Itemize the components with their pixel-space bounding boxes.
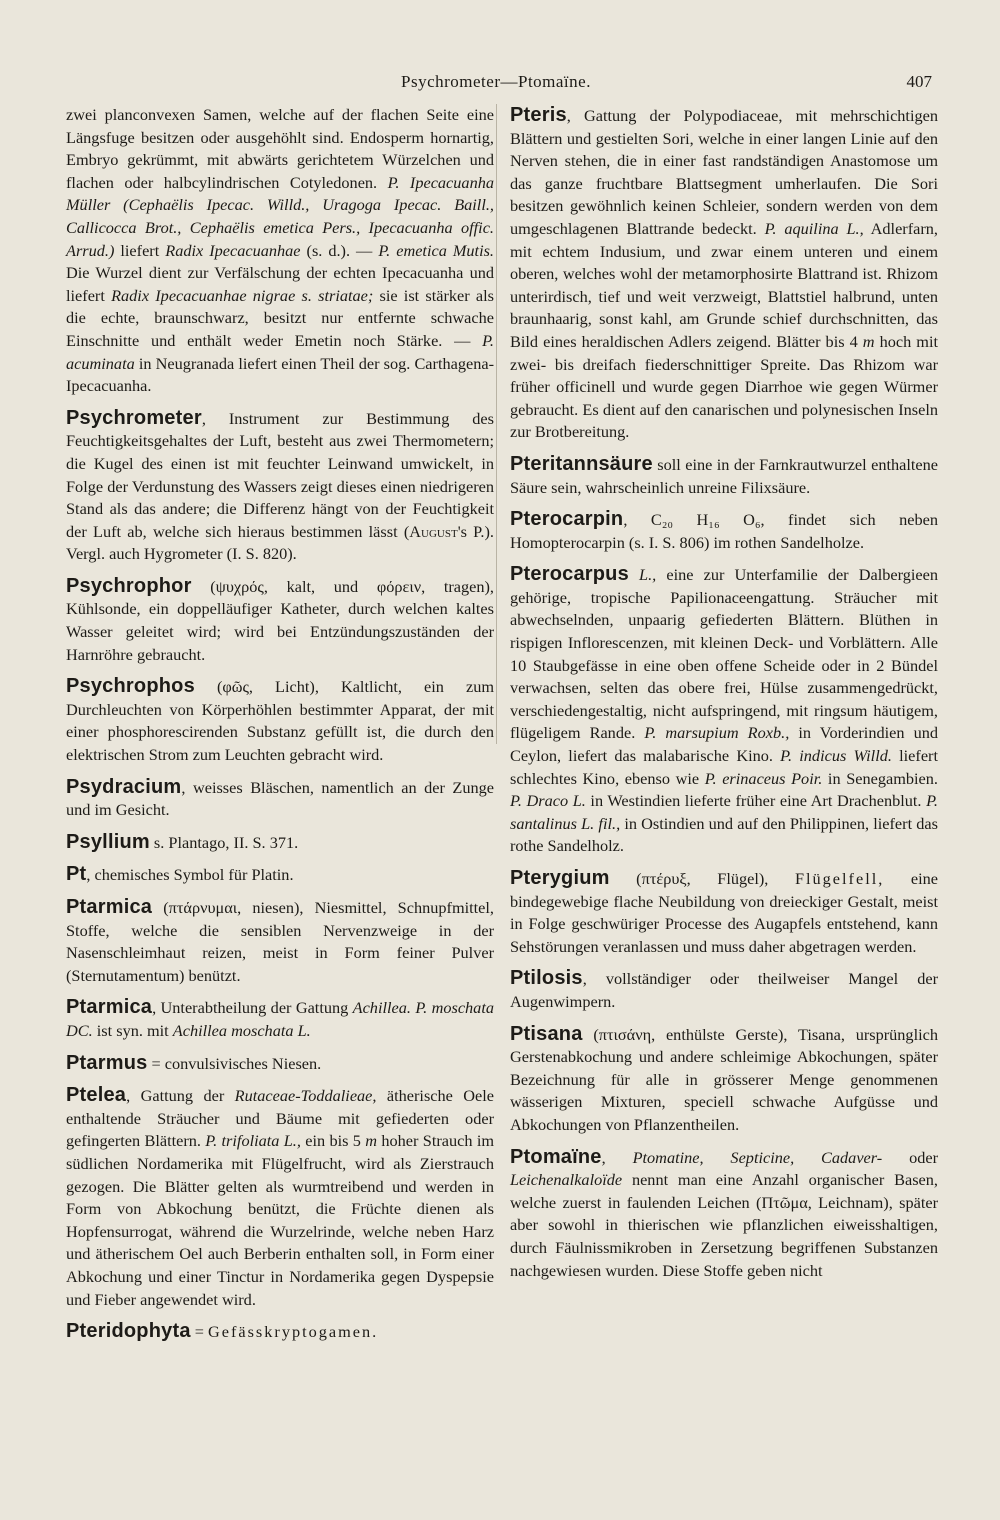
entry-headword: Ptisana [510, 1022, 583, 1045]
entry-text: nennt man eine Anzahl organischer Basen, welche zuerst in faulenden Leichen (Πτῶμα, Leichnam), später aber sowohl in thierischen wie pflanzlichen eiweisshaltigen, durch Fäulnissmikroben in Zersetzung begriffenen Substanzen nachgewiesen wurden. Diese Stoffe geben nicht [510, 1170, 938, 1280]
entry-text: ätherische Oele enthaltende Sträucher und Bäume mit gefiederten oder gefingerten Blättern. [66, 1086, 495, 1151]
column-divider [496, 104, 497, 744]
entry-text: vollständiger oder theilweiser Mangel der Augenwimpern. [510, 969, 938, 1011]
headword-punctuation: , [566, 106, 571, 125]
entry-text: in Neugranada liefert einen Theil der sog. Carthagena-Ipecacuanha. [66, 353, 494, 396]
entry-headword: Ptarmus [66, 1051, 148, 1074]
dictionary-entry [66, 1084, 494, 1311]
entry-headword: Psyllium [66, 830, 150, 853]
entry-text: hoch mit zwei- bis dreifach fiederschnittiger Spreite. Das Rhizom war früher officinell und wurde gegen Diarrhoe wie gegen Würmer gebraucht. Es dient auf den canarischen und polynesischen Inseln zur Brotbereitung. [510, 331, 939, 442]
dictionary-entry [510, 104, 938, 444]
headword-punctuation: , [152, 998, 157, 1018]
entry-text: eine zur Unterfamilie der Dalbergieen gehörige, tropische Papilionaceengattung. Sträucher mit abwechselnden, unpaarig gefiederten Blättern. Blüthen in rispigen Inflorescenzen, mit kleinen Deck- und Vorblättern. Alle 10 Staubgefässe in eine oben offene Scheide oder in 2 Bündel verwachsen, selten das obere frei, Hülse zusammengedrückt, verschiedengestaltig, nicht aufspringend, mit ringsum häutigem, flügeligem Rande. [510, 565, 938, 743]
entry-text: (s. d.). — [300, 240, 379, 260]
headword-punctuation: , [126, 1086, 131, 1106]
dictionary-entry [66, 575, 494, 666]
entry-headword: Ptilosis [510, 967, 583, 990]
entry-text: m [365, 1131, 378, 1151]
entry-text: 's P.). Vergl. auch Hygrometer (I. S. 820). [66, 521, 494, 564]
page-header [60, 72, 932, 96]
entry-headword: Pterocarpus [510, 563, 629, 586]
entry-text: ein bis 5 [300, 1131, 366, 1151]
entry-text: Gefässkryptogamen. [207, 1322, 379, 1342]
entry-text: in Westindien lieferte früher eine Art Drachenblut. [585, 791, 927, 811]
entry-text: Unterabtheilung der Gattung [156, 998, 353, 1018]
entry-text: sie ist stärker als die echte, braunschwarz, besitzt nur entfernte schwache Einschnitte und enthält weder Emetin noch Stärke. — [66, 285, 494, 350]
entry-text: August [409, 521, 458, 541]
entry-text: (φῶς, Licht), Kaltlicht, ein zum Durchleuchten von Körperhöhlen bestimmter Apparat, der mit einer phosphorescirenden Substanz gefüllt ist, die durch den elektrischen Strom zum Leuchten gebracht wird. [66, 677, 494, 765]
entry-text: Radix Ipecacuanhae [165, 240, 301, 260]
entry-text: Leichenalkaloïde [510, 1170, 623, 1190]
entry-text: in Ostindien und auf den Philippinen, liefert das rothe Sandelholz. [510, 813, 938, 856]
entry-headword: Ptarmica [66, 996, 153, 1019]
entry-text: Ptomatine, Septicine, Cadaver- [632, 1147, 883, 1167]
entry-text: chemisches Symbol für Platin. [90, 865, 294, 885]
entry-headword: Psychrophor [66, 574, 192, 597]
entry-text: soll eine in der Farnkrautwurzel enthaltene Säure sein, wahrscheinlich unreine Filixsäure. [510, 454, 938, 497]
entry-text: C₂₀ H₁₆ O₆, findet sich neben Homopterocarpin (s. I. S. 806) im rothen Sandelholze. [510, 510, 938, 552]
entry-headword: Psydracium [66, 775, 182, 798]
entry-text: eine bindegewebige flache Neubildung von dreieckiger Gestalt, meist in Folge geschwüriger Processe des Augapfels entstehend, kann Sehstörungen veranlassen und muss daher abgetragen werden. [510, 869, 938, 956]
entry-text: Rutaceae-Toddalieae, [234, 1086, 377, 1106]
dictionary-entry [66, 996, 494, 1042]
entry-headword: Ptelea [66, 1084, 127, 1107]
dictionary-entry [510, 867, 938, 958]
entry-text: P. aquilina L., [764, 218, 864, 238]
page-number: 407 [906, 72, 932, 91]
dictionary-entry [66, 896, 494, 987]
dictionary-entry [510, 967, 938, 1013]
entry-text: Achillea moschata L. [172, 1020, 311, 1040]
entry-text: Achillea. P. moschata DC. [66, 998, 494, 1040]
entry-text: (πτισάνη, enthülste Gerste), Tisana, ursprünglich Gerstenabkochung und andere schleimige Abkochungen, später Bezeichnung für alle in grösserer Menge genommenen wässerigen Mixturen, speciell schwache Aufgüsse und Abkochungen von Pflanzentheilen. [510, 1024, 938, 1134]
entry-text: Flügelfell, [794, 869, 885, 888]
entry-headword: Ptomaïne [510, 1145, 602, 1168]
dictionary-entry [66, 104, 494, 398]
dictionary-entry [510, 1146, 938, 1283]
headword-punctuation: , [86, 865, 91, 885]
entry-text: (πτάρνυμαι, niesen), Niesmittel, Schnupfmittel, Stoffe, welche die sensiblen Nervenzweige in der Nasenschleimhaut reizen, meist in Form feiner Pulver (Sternutamentum) benützt. [66, 898, 494, 985]
dictionary-entry [66, 1320, 494, 1344]
headword-punctuation: , [582, 969, 587, 989]
dictionary-entry [510, 563, 938, 858]
entry-text: m [862, 331, 875, 351]
dictionary-entry [510, 508, 938, 554]
entry-text: Gattung der [130, 1086, 235, 1106]
entry-text: Instrument zur Bestimmung des Feuchtigkeitsgehaltes der Luft, besteht aus zwei Thermometern; die Kugel des einen ist mit feuchter Leinwand umwickelt, in Folge der Verdunstung des Wassers zeigt dieses einen niedrigeren Stand als das andere; die Differenz hängt von der Feuchtigkeit der Luft ab, welche sich hieraus bestimmen lässt ( [66, 408, 494, 541]
entry-text: liefert schlechtes Kino, ebenso wie [510, 746, 938, 788]
entry-text [606, 1148, 633, 1167]
dictionary-entry [510, 1023, 938, 1137]
dictionary-entry [66, 407, 494, 566]
entry-headword: Pt [66, 863, 87, 886]
left-column [66, 104, 494, 1353]
entry-text: Radix Ipecacuanhae nigrae s. striatae; [111, 285, 374, 305]
headword-punctuation: , [623, 510, 628, 530]
running-title: Psychrometer—Ptomaïne. [401, 72, 591, 91]
entry-headword: Psychrophos [66, 675, 195, 698]
headword-punctuation: , [181, 777, 186, 797]
entry-text: liefert [114, 240, 166, 260]
entry-text: P. trifoliata L., [205, 1131, 301, 1151]
entry-text: weisses Bläschen, namentlich an der Zunge und im Gesicht. [66, 777, 494, 820]
entry-text: in Vorderindien und Ceylon, liefert das malabarische Kino. [510, 723, 938, 766]
right-column [510, 104, 938, 1291]
entry-headword: Ptarmica [66, 896, 153, 918]
entry-text: (ψυχρός, kalt, und φόρειν, tragen), Kühlsonde, ein doppelläufiger Katheter, durch welchen kaltes Wasser geleitet wird; wird bei Entzündungszuständen der Harnröhre gebraucht. [66, 576, 494, 664]
entry-text: Die Wurzel dient zur Verfälschung der echten Ipecacuanha und liefert [66, 263, 494, 305]
entry-text: s. Plantago, II. S. 371. [149, 832, 299, 852]
entry-text: zwei planconvexen Samen, welche auf der flachen Seite eine Längsfuge besitzen oder ausgehöhlt sind. Endosperm hornartig, Embryo gekrümmt, mit abwärts gerichtetem Würzelchen und flachen oder halbcylindrischen Cotyledonen. [66, 105, 494, 192]
entry-text: = [190, 1322, 208, 1342]
entry-text: P. Ipecacuanha Müller (Cephaëlis Ipecac. Willd., Uragoga Ipecac. Baill., Callicocca Brot., Cephaëlis emetica Pers., Ipecacuanha offic. Arrud.) [66, 172, 494, 260]
entry-text: ist syn. mit [92, 1020, 173, 1040]
entry-headword: Pteritannsäure [510, 452, 653, 475]
entry-text: = convulsivisches Niesen. [147, 1053, 322, 1073]
entry-headword: Pterygium [510, 867, 610, 889]
entry-headword: Pteridophyta [66, 1320, 191, 1343]
entry-text: P. erinaceus Poir. [704, 768, 823, 788]
headword-punctuation: , [601, 1147, 606, 1167]
entry-text: P. acuminata [66, 330, 494, 373]
dictionary-entry [66, 1052, 494, 1076]
entry-headword: Pteris [510, 104, 567, 126]
dictionary-entry [510, 453, 938, 499]
entry-text: P. marsupium Roxb., [644, 723, 790, 743]
entry-text: hoher Strauch im südlichen Nordamerika mit Flügelfrucht, wird als Zierstrauch gezogen. Die Blätter gelten als wurmtreibend und werden in Form von Abkochung benützt, die Früchte dienen als Hopfensurrogat, während die Wurzelrinde, welche neben Harz und ätherischem Oel auch Berberin enthalten soll, in Form einer Abkochung und einer Tinctur in Nordamerika gegen Dyspepsie und Fieber angewendet wird. [66, 1131, 495, 1309]
entry-text: P. emetica Mutis. [378, 240, 494, 260]
entry-text: oder [882, 1147, 939, 1167]
entry-text: (πτέρυξ, Flügel), [609, 869, 795, 888]
dictionary-entry [66, 776, 494, 822]
entry-text: P. Draco L. [510, 791, 586, 811]
dictionary-entry [66, 863, 494, 887]
dictionary-entry [66, 831, 494, 855]
entry-text [629, 565, 639, 584]
headword-punctuation: , [201, 408, 206, 428]
entry-text: P. santalinus L. fil., [510, 791, 938, 833]
entry-text: P. indicus Willd. [780, 746, 892, 766]
dictionary-entry [66, 675, 494, 766]
entry-text: L., [639, 565, 657, 585]
entry-text: Gattung der Polypodiaceae, mit mehrschichtigen Blättern und gestielten Sori, welche in einer langen Linie auf den Nerven stehen, die in einer fast randständigen Anastomose um das ganze fruchtbare Blattsegment umherlaufen. Die Sori besitzen gewöhnlich keinen Schleier, sondern werden von dem umgeschlagenen Blattrande bedeckt. [510, 106, 938, 238]
entry-headword: Pterocarpin [510, 508, 624, 531]
entry-text: Adlerfarn, mit echtem Indusium, und zwar einem unteren und einem oberen, welches wohl der metamorphosirte Blattrand ist. Rhizom unterirdisch, tief und weit verzweigt, Blattstiel halbrund, unten braunhaarig, sonst kahl, am Grunde schief durchschnitten, das Bild eines heraldischen Adlers zeigend. Blätter bis 4 [510, 218, 938, 351]
entry-text: in Senegambien. [822, 768, 938, 788]
entry-headword: Psychrometer [66, 406, 202, 429]
